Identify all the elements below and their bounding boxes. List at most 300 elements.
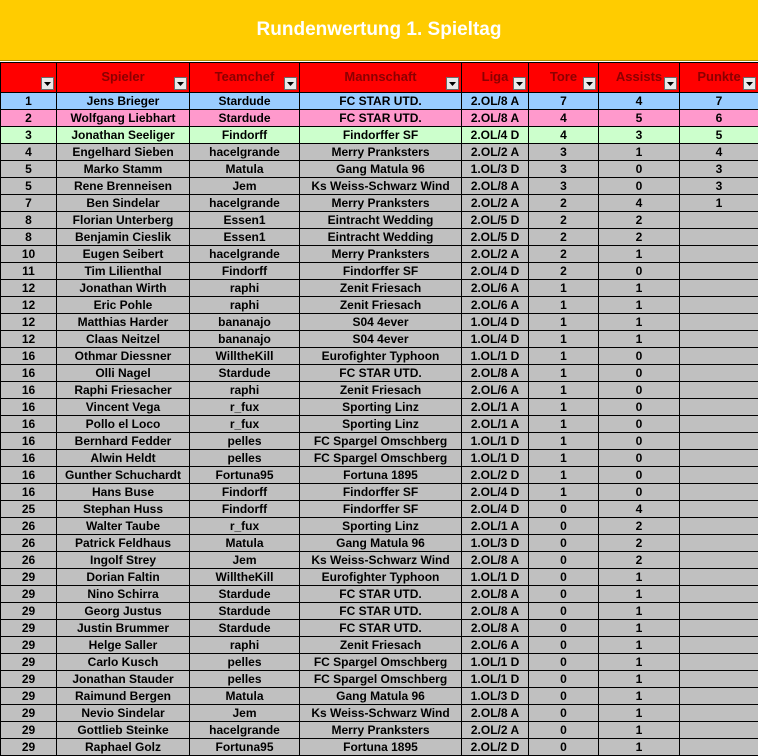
cell-mannschaft: FC STAR UTD. — [300, 620, 462, 637]
cell-liga: 2.OL/4 D — [462, 127, 529, 144]
cell-teamchef: Jem — [190, 552, 300, 569]
cell-assists: 0 — [599, 365, 680, 382]
cell-spieler: Jens Brieger — [57, 93, 190, 110]
filter-dropdown-mannschaft[interactable] — [446, 77, 459, 90]
cell-spieler: Florian Unterberg — [57, 212, 190, 229]
cell-assists: 0 — [599, 416, 680, 433]
cell-mannschaft: Zenit Friesach — [300, 382, 462, 399]
cell-mannschaft: Merry Pranksters — [300, 144, 462, 161]
cell-assists: 1 — [599, 739, 680, 756]
cell-assists: 0 — [599, 484, 680, 501]
column-header-rank — [1, 63, 57, 93]
filter-dropdown-teamchef[interactable] — [284, 77, 297, 90]
column-header-liga — [462, 63, 529, 93]
cell-rank: 29 — [1, 671, 57, 688]
cell-punkte — [680, 705, 758, 722]
cell-teamchef: raphi — [190, 297, 300, 314]
cell-teamchef: raphi — [190, 637, 300, 654]
cell-mannschaft: Zenit Friesach — [300, 637, 462, 654]
cell-punkte — [680, 314, 758, 331]
table-row — [1, 93, 758, 110]
cell-spieler: Raimund Bergen — [57, 688, 190, 705]
cell-liga: 2.OL/4 D — [462, 263, 529, 280]
cell-spieler: Raphael Golz — [57, 739, 190, 756]
cell-tore: 0 — [529, 552, 599, 569]
cell-teamchef: Essen1 — [190, 229, 300, 246]
table-row — [1, 229, 758, 246]
cell-tore: 1 — [529, 314, 599, 331]
cell-rank: 5 — [1, 178, 57, 195]
cell-spieler: Walter Taube — [57, 518, 190, 535]
cell-punkte: 3 — [680, 178, 758, 195]
cell-tore: 0 — [529, 586, 599, 603]
cell-liga: 2.OL/8 A — [462, 365, 529, 382]
cell-assists: 4 — [599, 501, 680, 518]
table-row — [1, 484, 758, 501]
cell-teamchef: Stardude — [190, 93, 300, 110]
cell-tore: 1 — [529, 348, 599, 365]
cell-mannschaft: Eintracht Wedding — [300, 212, 462, 229]
cell-punkte — [680, 552, 758, 569]
cell-spieler: Ingolf Strey — [57, 552, 190, 569]
cell-rank: 29 — [1, 620, 57, 637]
cell-liga: 2.OL/8 A — [462, 110, 529, 127]
cell-teamchef: Stardude — [190, 603, 300, 620]
cell-tore: 0 — [529, 569, 599, 586]
cell-mannschaft: Merry Pranksters — [300, 246, 462, 263]
filter-dropdown-assists[interactable] — [664, 77, 677, 90]
cell-rank: 5 — [1, 161, 57, 178]
cell-teamchef: Matula — [190, 688, 300, 705]
cell-tore: 0 — [529, 518, 599, 535]
cell-punkte — [680, 212, 758, 229]
cell-mannschaft: Eurofighter Typhoon — [300, 569, 462, 586]
table-row — [1, 501, 758, 518]
header-row — [1, 63, 758, 93]
cell-tore: 3 — [529, 161, 599, 178]
cell-rank: 16 — [1, 484, 57, 501]
table-row — [1, 195, 758, 212]
cell-tore: 1 — [529, 331, 599, 348]
cell-spieler: Georg Justus — [57, 603, 190, 620]
cell-mannschaft: Findorffer SF — [300, 127, 462, 144]
cell-teamchef: pelles — [190, 450, 300, 467]
cell-liga: 2.OL/2 D — [462, 739, 529, 756]
cell-teamchef: WilltheKill — [190, 348, 300, 365]
cell-assists: 4 — [599, 195, 680, 212]
table-row — [1, 212, 758, 229]
cell-liga: 1.OL/1 D — [462, 433, 529, 450]
table-row — [1, 688, 758, 705]
page-title: Rundenwertung 1. Spieltag — [256, 19, 502, 40]
cell-liga: 2.OL/6 A — [462, 637, 529, 654]
cell-punkte — [680, 467, 758, 484]
table-row — [1, 637, 758, 654]
cell-mannschaft: Ks Weiss-Schwarz Wind — [300, 178, 462, 195]
cell-punkte — [680, 637, 758, 654]
cell-assists: 1 — [599, 144, 680, 161]
cell-assists: 1 — [599, 297, 680, 314]
cell-spieler: Helge Saller — [57, 637, 190, 654]
cell-mannschaft: Ks Weiss-Schwarz Wind — [300, 552, 462, 569]
cell-spieler: Othmar Diessner — [57, 348, 190, 365]
table-row — [1, 246, 758, 263]
cell-teamchef: Findorff — [190, 484, 300, 501]
cell-spieler: Marko Stamm — [57, 161, 190, 178]
cell-spieler: Tim Lilienthal — [57, 263, 190, 280]
table-row — [1, 654, 758, 671]
cell-assists: 1 — [599, 688, 680, 705]
cell-tore: 0 — [529, 722, 599, 739]
table-row — [1, 178, 758, 195]
cell-mannschaft: Fortuna 1895 — [300, 739, 462, 756]
cell-spieler: Eugen Seibert — [57, 246, 190, 263]
cell-teamchef: Matula — [190, 535, 300, 552]
cell-liga: 2.OL/2 A — [462, 722, 529, 739]
table-row — [1, 110, 758, 127]
cell-rank: 12 — [1, 297, 57, 314]
cell-teamchef: Findorff — [190, 501, 300, 518]
cell-punkte: 1 — [680, 195, 758, 212]
table-row — [1, 552, 758, 569]
cell-mannschaft: Sporting Linz — [300, 416, 462, 433]
cell-punkte — [680, 484, 758, 501]
cell-spieler: Eric Pohle — [57, 297, 190, 314]
cell-spieler: Jonathan Seeliger — [57, 127, 190, 144]
cell-assists: 1 — [599, 620, 680, 637]
cell-rank: 11 — [1, 263, 57, 280]
table-row — [1, 331, 758, 348]
dropdown-arrow-icon — [586, 82, 593, 86]
cell-mannschaft: S04 4ever — [300, 314, 462, 331]
cell-assists: 1 — [599, 722, 680, 739]
cell-punkte — [680, 620, 758, 637]
cell-liga: 2.OL/2 A — [462, 195, 529, 212]
cell-spieler: Alwin Heldt — [57, 450, 190, 467]
cell-mannschaft: Sporting Linz — [300, 399, 462, 416]
cell-punkte: 4 — [680, 144, 758, 161]
cell-punkte — [680, 688, 758, 705]
filter-dropdown-tore[interactable] — [583, 77, 596, 90]
cell-spieler: Gunther Schuchardt — [57, 467, 190, 484]
cell-tore: 2 — [529, 195, 599, 212]
cell-rank: 29 — [1, 722, 57, 739]
table-row — [1, 535, 758, 552]
cell-liga: 2.OL/2 A — [462, 246, 529, 263]
cell-liga: 2.OL/8 A — [462, 552, 529, 569]
cell-mannschaft: Ks Weiss-Schwarz Wind — [300, 705, 462, 722]
cell-teamchef: Jem — [190, 705, 300, 722]
cell-assists: 0 — [599, 263, 680, 280]
table-row — [1, 127, 758, 144]
table-row — [1, 348, 758, 365]
table-row — [1, 739, 758, 756]
cell-teamchef: Jem — [190, 178, 300, 195]
cell-punkte — [680, 671, 758, 688]
cell-mannschaft: FC Spargel Omschberg — [300, 450, 462, 467]
cell-assists: 0 — [599, 161, 680, 178]
cell-spieler: Pollo el Loco — [57, 416, 190, 433]
cell-mannschaft: FC Spargel Omschberg — [300, 671, 462, 688]
filter-dropdown-punkte[interactable] — [743, 77, 756, 90]
cell-assists: 2 — [599, 212, 680, 229]
cell-assists: 1 — [599, 280, 680, 297]
cell-mannschaft: Zenit Friesach — [300, 280, 462, 297]
cell-punkte: 3 — [680, 161, 758, 178]
table-row — [1, 705, 758, 722]
cell-liga: 2.OL/8 A — [462, 93, 529, 110]
cell-spieler: Rene Brenneisen — [57, 178, 190, 195]
cell-punkte — [680, 654, 758, 671]
cell-spieler: Nino Schirra — [57, 586, 190, 603]
table-row — [1, 671, 758, 688]
cell-assists: 1 — [599, 671, 680, 688]
cell-mannschaft: Gang Matula 96 — [300, 535, 462, 552]
cell-rank: 16 — [1, 416, 57, 433]
cell-punkte — [680, 331, 758, 348]
cell-rank: 12 — [1, 331, 57, 348]
table-row — [1, 144, 758, 161]
dropdown-arrow-icon — [516, 82, 523, 86]
cell-rank: 2 — [1, 110, 57, 127]
cell-punkte — [680, 518, 758, 535]
cell-punkte — [680, 348, 758, 365]
cell-assists: 1 — [599, 603, 680, 620]
cell-spieler: Bernhard Fedder — [57, 433, 190, 450]
filter-dropdown-spieler[interactable] — [174, 77, 187, 90]
cell-tore: 2 — [529, 212, 599, 229]
cell-teamchef: hacelgrande — [190, 722, 300, 739]
cell-liga: 2.OL/4 D — [462, 501, 529, 518]
cell-rank: 29 — [1, 688, 57, 705]
dropdown-arrow-icon — [177, 82, 184, 86]
dropdown-arrow-icon — [44, 82, 51, 86]
cell-teamchef: hacelgrande — [190, 144, 300, 161]
cell-spieler: Jonathan Stauder — [57, 671, 190, 688]
cell-tore: 2 — [529, 246, 599, 263]
cell-tore: 4 — [529, 127, 599, 144]
cell-teamchef: raphi — [190, 280, 300, 297]
cell-punkte: 7 — [680, 93, 758, 110]
cell-mannschaft: Findorffer SF — [300, 263, 462, 280]
cell-liga: 1.OL/1 D — [462, 450, 529, 467]
cell-teamchef: raphi — [190, 382, 300, 399]
cell-assists: 1 — [599, 246, 680, 263]
cell-mannschaft: Eintracht Wedding — [300, 229, 462, 246]
cell-liga: 1.OL/3 D — [462, 535, 529, 552]
cell-assists: 0 — [599, 467, 680, 484]
dropdown-arrow-icon — [449, 82, 456, 86]
cell-liga: 2.OL/5 D — [462, 212, 529, 229]
table-row — [1, 722, 758, 739]
cell-liga: 1.OL/1 D — [462, 348, 529, 365]
cell-rank: 29 — [1, 603, 57, 620]
cell-mannschaft: FC STAR UTD. — [300, 93, 462, 110]
cell-liga: 2.OL/4 D — [462, 484, 529, 501]
cell-liga: 1.OL/4 D — [462, 314, 529, 331]
cell-tore: 0 — [529, 501, 599, 518]
cell-punkte — [680, 280, 758, 297]
dropdown-arrow-icon — [667, 82, 674, 86]
cell-punkte — [680, 569, 758, 586]
cell-tore: 0 — [529, 654, 599, 671]
cell-spieler: Carlo Kusch — [57, 654, 190, 671]
cell-tore: 1 — [529, 280, 599, 297]
cell-rank: 4 — [1, 144, 57, 161]
cell-tore: 0 — [529, 671, 599, 688]
cell-assists: 1 — [599, 569, 680, 586]
cell-punkte — [680, 365, 758, 382]
table-row — [1, 314, 758, 331]
cell-punkte — [680, 739, 758, 756]
column-header-tore — [529, 63, 599, 93]
cell-spieler: Patrick Feldhaus — [57, 535, 190, 552]
cell-teamchef: r_fux — [190, 416, 300, 433]
column-header-label: Mannschaft — [344, 69, 417, 84]
table-row — [1, 586, 758, 603]
cell-spieler: Vincent Vega — [57, 399, 190, 416]
cell-tore: 0 — [529, 637, 599, 654]
cell-teamchef: Stardude — [190, 586, 300, 603]
cell-rank: 26 — [1, 518, 57, 535]
cell-rank: 29 — [1, 654, 57, 671]
table-row — [1, 450, 758, 467]
cell-tore: 1 — [529, 433, 599, 450]
cell-assists: 0 — [599, 178, 680, 195]
cell-teamchef: Fortuna95 — [190, 739, 300, 756]
cell-mannschaft: FC STAR UTD. — [300, 586, 462, 603]
cell-liga: 2.OL/1 A — [462, 518, 529, 535]
table-row — [1, 620, 758, 637]
filter-dropdown-rank[interactable] — [41, 77, 54, 90]
cell-punkte — [680, 229, 758, 246]
cell-rank: 16 — [1, 399, 57, 416]
cell-teamchef: r_fux — [190, 399, 300, 416]
cell-punkte — [680, 297, 758, 314]
cell-tore: 1 — [529, 450, 599, 467]
cell-rank: 12 — [1, 314, 57, 331]
cell-teamchef: Essen1 — [190, 212, 300, 229]
cell-rank: 29 — [1, 586, 57, 603]
cell-tore: 2 — [529, 263, 599, 280]
dropdown-arrow-icon — [746, 82, 753, 86]
column-header-punkte — [680, 63, 758, 93]
cell-rank: 29 — [1, 637, 57, 654]
cell-teamchef: Findorff — [190, 263, 300, 280]
cell-liga: 1.OL/1 D — [462, 671, 529, 688]
cell-liga: 2.OL/1 A — [462, 416, 529, 433]
cell-rank: 16 — [1, 450, 57, 467]
cell-assists: 2 — [599, 229, 680, 246]
cell-punkte: 6 — [680, 110, 758, 127]
cell-liga: 2.OL/2 A — [462, 144, 529, 161]
cell-liga: 1.OL/4 D — [462, 331, 529, 348]
cell-teamchef: Stardude — [190, 110, 300, 127]
cell-punkte — [680, 399, 758, 416]
cell-rank: 7 — [1, 195, 57, 212]
cell-mannschaft: Merry Pranksters — [300, 195, 462, 212]
cell-rank: 26 — [1, 535, 57, 552]
cell-liga: 2.OL/8 A — [462, 620, 529, 637]
cell-tore: 1 — [529, 467, 599, 484]
table-row — [1, 603, 758, 620]
cell-assists: 1 — [599, 586, 680, 603]
cell-rank: 8 — [1, 229, 57, 246]
cell-mannschaft: Merry Pranksters — [300, 722, 462, 739]
cell-liga: 1.OL/3 D — [462, 688, 529, 705]
column-header-teamchef — [190, 63, 300, 93]
cell-rank: 29 — [1, 739, 57, 756]
dropdown-arrow-icon — [287, 82, 294, 86]
cell-assists: 0 — [599, 433, 680, 450]
cell-teamchef: pelles — [190, 671, 300, 688]
cell-liga: 2.OL/8 A — [462, 178, 529, 195]
cell-punkte — [680, 722, 758, 739]
cell-liga: 1.OL/1 D — [462, 654, 529, 671]
cell-spieler: Gottlieb Steinke — [57, 722, 190, 739]
cell-tore: 1 — [529, 382, 599, 399]
cell-rank: 16 — [1, 382, 57, 399]
filter-dropdown-liga[interactable] — [513, 77, 526, 90]
cell-mannschaft: Gang Matula 96 — [300, 161, 462, 178]
cell-liga: 2.OL/8 A — [462, 586, 529, 603]
cell-spieler: Matthias Harder — [57, 314, 190, 331]
cell-rank: 1 — [1, 93, 57, 110]
cell-spieler: Stephan Huss — [57, 501, 190, 518]
table-row — [1, 365, 758, 382]
cell-tore: 1 — [529, 365, 599, 382]
cell-punkte — [680, 535, 758, 552]
cell-tore: 3 — [529, 178, 599, 195]
cell-teamchef: Fortuna95 — [190, 467, 300, 484]
cell-tore: 1 — [529, 297, 599, 314]
cell-liga: 2.OL/2 D — [462, 467, 529, 484]
cell-mannschaft: Fortuna 1895 — [300, 467, 462, 484]
column-header-mannschaft — [300, 63, 462, 93]
cell-spieler: Claas Neitzel — [57, 331, 190, 348]
table-row — [1, 467, 758, 484]
table-row — [1, 518, 758, 535]
cell-punkte — [680, 501, 758, 518]
cell-punkte — [680, 603, 758, 620]
cell-assists: 1 — [599, 637, 680, 654]
cell-tore: 0 — [529, 739, 599, 756]
cell-assists: 0 — [599, 348, 680, 365]
column-header-label: Punkte — [697, 69, 741, 84]
cell-mannschaft: FC STAR UTD. — [300, 365, 462, 382]
cell-assists: 5 — [599, 110, 680, 127]
table-row — [1, 297, 758, 314]
cell-spieler: Jonathan Wirth — [57, 280, 190, 297]
cell-assists: 1 — [599, 331, 680, 348]
cell-rank: 16 — [1, 433, 57, 450]
cell-spieler: Raphi Friesacher — [57, 382, 190, 399]
cell-mannschaft: Zenit Friesach — [300, 297, 462, 314]
table-row — [1, 399, 758, 416]
cell-mannschaft: FC STAR UTD. — [300, 110, 462, 127]
cell-punkte — [680, 246, 758, 263]
cell-liga: 2.OL/6 A — [462, 297, 529, 314]
cell-teamchef: bananajo — [190, 314, 300, 331]
cell-mannschaft: Findorffer SF — [300, 501, 462, 518]
cell-punkte: 5 — [680, 127, 758, 144]
cell-teamchef: pelles — [190, 654, 300, 671]
cell-spieler: Olli Nagel — [57, 365, 190, 382]
cell-spieler: Hans Buse — [57, 484, 190, 501]
cell-rank: 3 — [1, 127, 57, 144]
cell-liga: 1.OL/3 D — [462, 161, 529, 178]
cell-rank: 8 — [1, 212, 57, 229]
